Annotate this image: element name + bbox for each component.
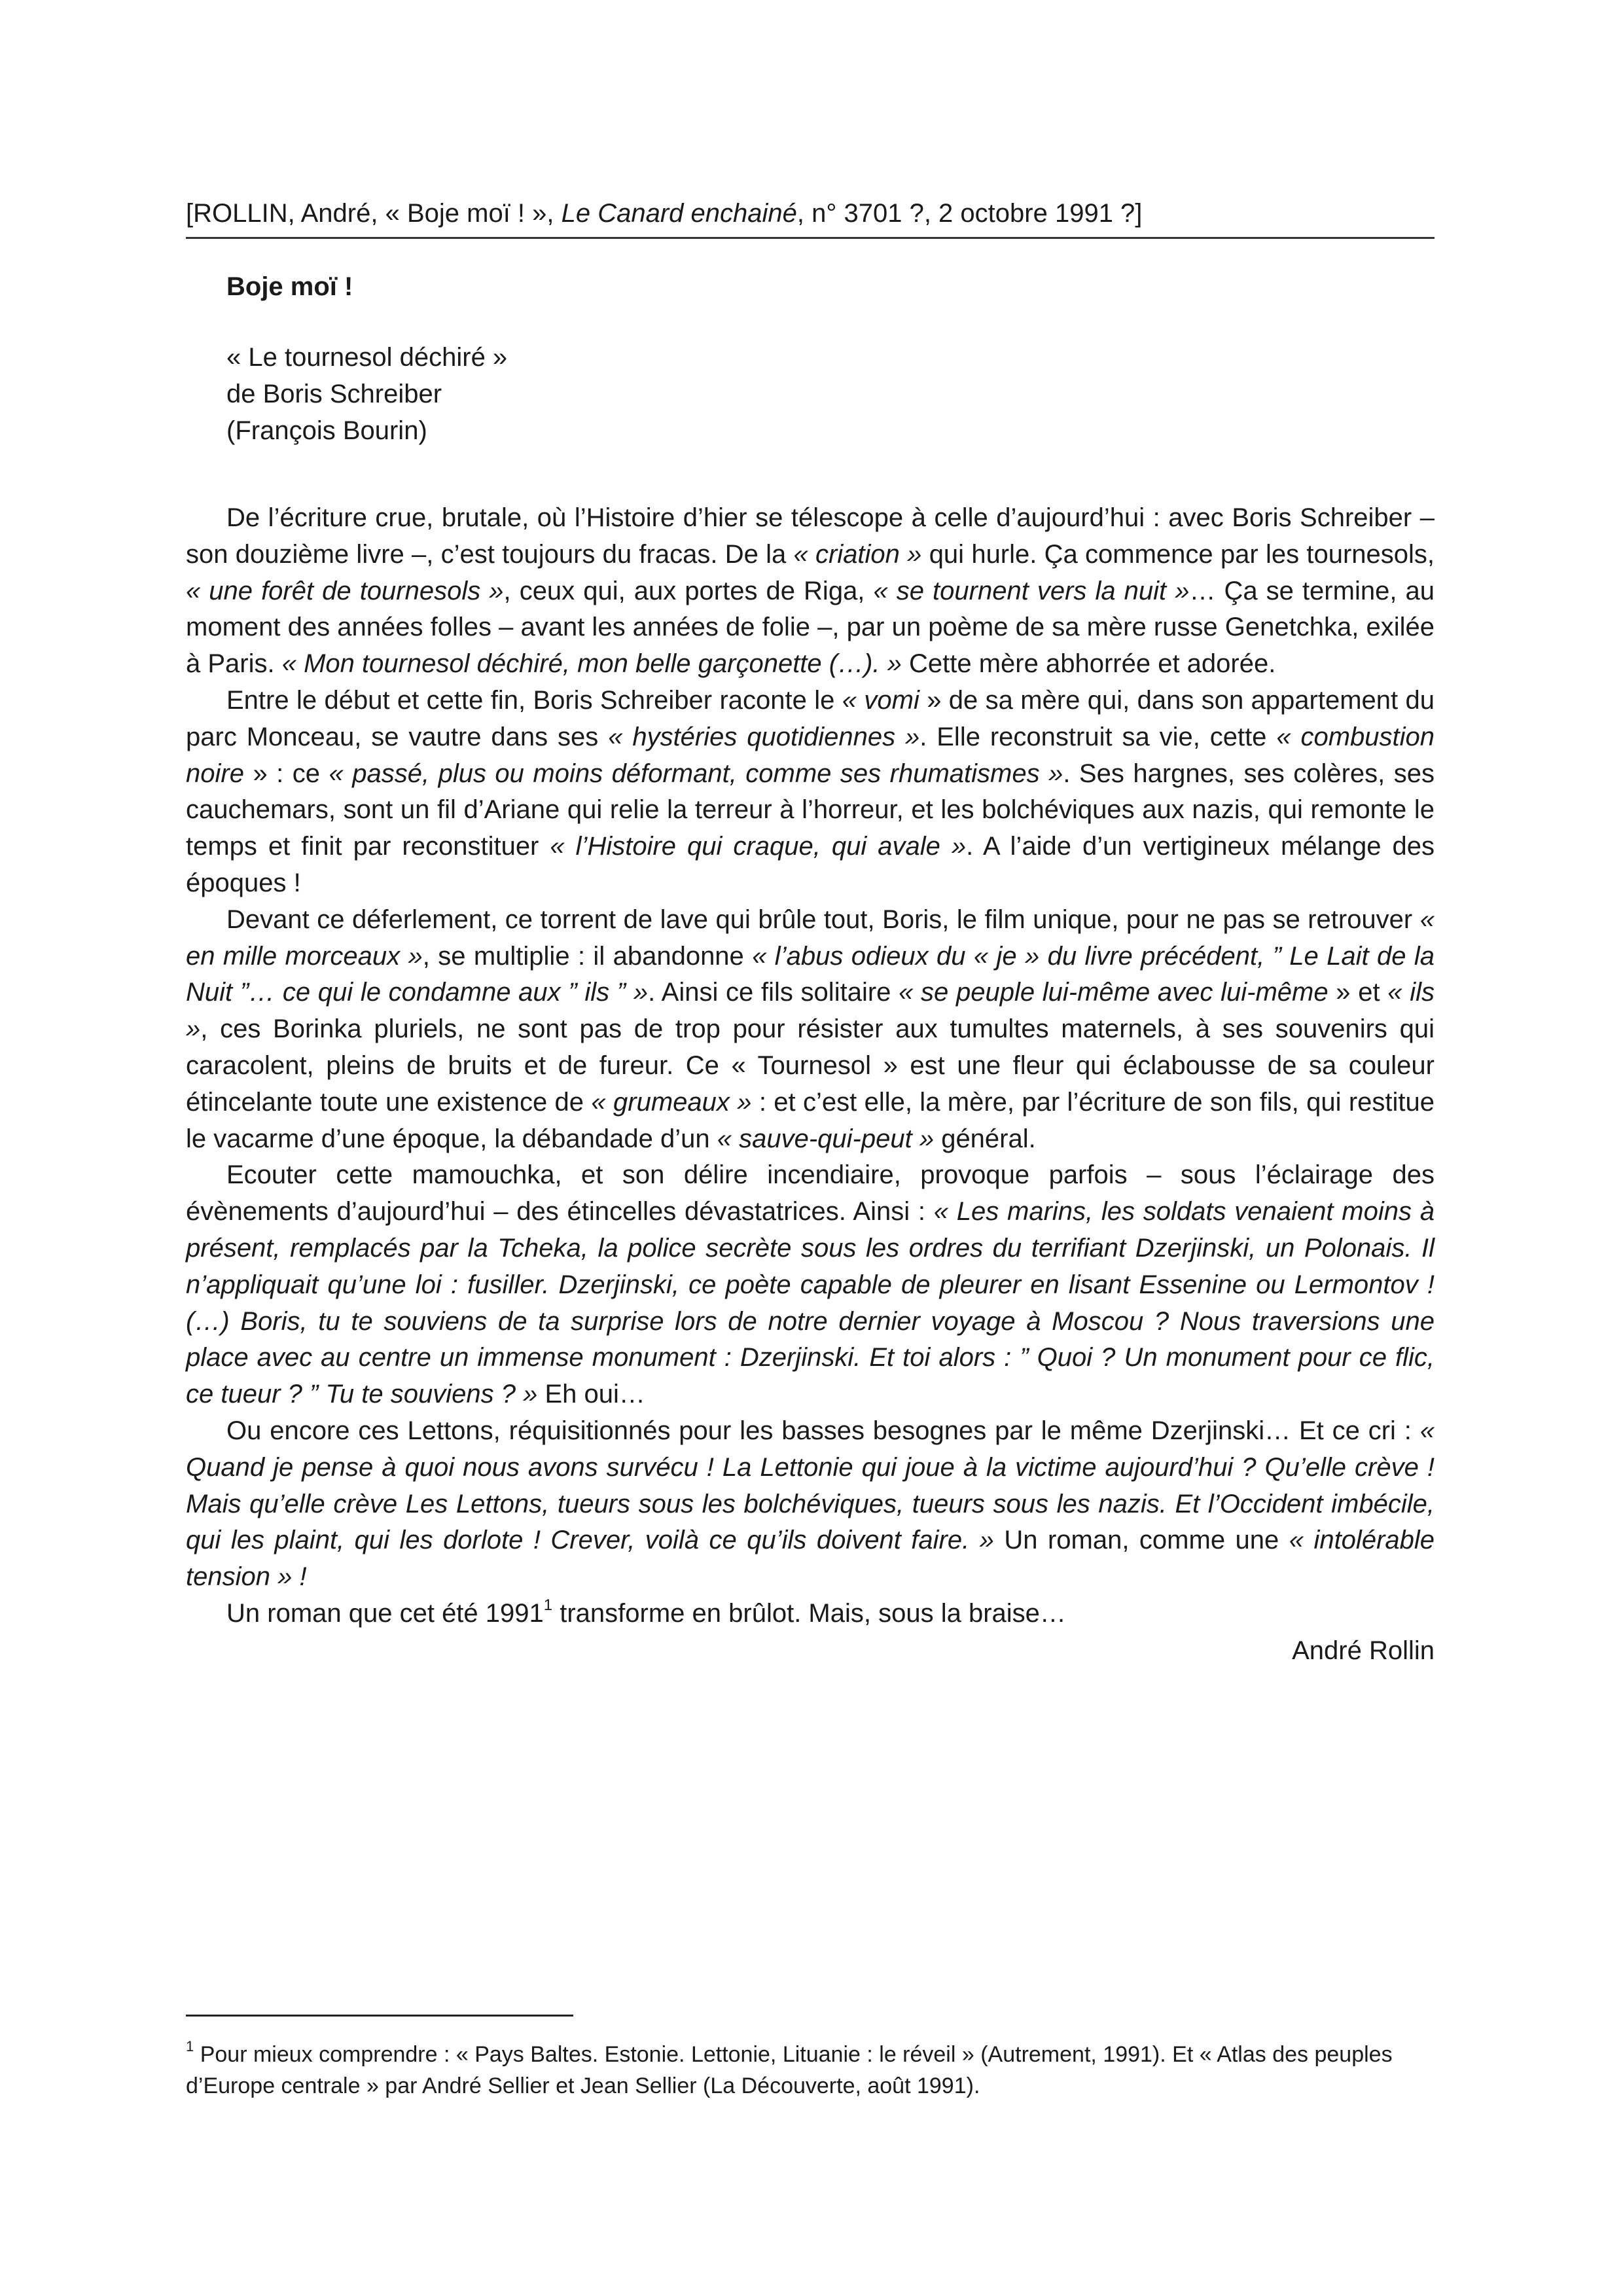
text-run: . Ainsi ce fils solitaire	[648, 978, 899, 1007]
quote: « passé, plus ou moins déformant, comme ses rhumatismes »	[329, 759, 1063, 788]
paragraph-3	[186, 902, 1435, 1158]
text-run: qui hurle. Ça commence par les tournesols,	[921, 539, 1435, 569]
citation-part-1: [ROLLIN, André, « Boje moï ! »,	[186, 199, 562, 228]
text-run: . Elle reconstruit sa vie, cette	[919, 722, 1277, 751]
text-run: Ecouter cette mamouchka, et son délire incendiaire, provoque parfois – sous l’éclairage des évènements d’aujourd’hui – des étincelles dévastatrices. Ainsi :	[186, 1160, 1435, 1227]
text-run: , ceux qui, aux portes de Riga,	[503, 576, 874, 605]
footnote-reference: 1	[543, 1596, 553, 1614]
text-run: . Ses hargnes, ses colères, ses cauchemars, sont un fil d’Ariane qui relie la terreur à l’horreur, et les bolchéviques aux nazis, qui remonte le temps et finit par reconstituer	[186, 759, 1435, 861]
footnote-area	[186, 2015, 1435, 2102]
text-run: Cette mère abhorrée et adorée.	[901, 649, 1276, 679]
quote: « en mille morceaux »	[186, 905, 1435, 971]
text-run: De l’écriture crue, brutale, où l’Histoire d’hier se télescope à celle d’aujourd’hui : avec Boris Schreiber – son douzième livre –, c’est toujours du fracas. De la	[186, 503, 1435, 569]
text-run: , ces Borinka pluriels, ne sont pas de trop pour résister aux tumultes maternels, à ses souvenirs qui caracolent, pleins de bruits et de fureur. Ce « Tournesol » est une fleur qui éclabousse de sa couleur étincelante toute une existence de	[186, 1014, 1435, 1117]
text-run: Un roman, comme une	[993, 1526, 1289, 1555]
article-body	[186, 500, 1435, 1669]
text-run: . A l’aide d’un vertigineux mélange des époques !	[186, 832, 1435, 897]
text-run: Devant ce déferlement, ce torrent de lave qui brûle tout, Boris, le film unique, pour ne pas se retrouver	[226, 905, 1420, 934]
author-signature: André Rollin	[1292, 1636, 1435, 1665]
book-publisher: (François Bourin)	[226, 416, 427, 445]
text-run: transforme en brûlot. Mais, sous la braise…	[552, 1598, 1066, 1628]
citation-header	[186, 194, 1435, 239]
journal-name: Le Canard enchainé	[561, 199, 797, 228]
quote: « Quand je pense à quoi nous avons survécu ! La Lettonie qui joue à la victime aujourd’hui ? Qu’elle crève ! Mais qu’elle crève Les Lettons, tueurs sous les bolchéviques, tueurs sous les nazis. Et l’Occident imbécile, qui les plaint, qui les dorlote ! Crever, voilà ce qu’ils doivent faire. »	[186, 1416, 1435, 1555]
text-run: Eh oui…	[537, 1380, 645, 1409]
footnote-text: Pour mieux comprendre : « Pays Baltes. Estonie. Lettonie, Lituanie : le réveil » (Autrement, 1991). Et « Atlas des peuples d’Europe centrale » par André Sellier et Jean Sellier (La Découverte, août 1991).	[186, 2042, 1393, 2098]
book-title: « Le tournesol déchiré »	[226, 343, 508, 372]
paragraph-4	[186, 1157, 1435, 1413]
paragraph-2	[186, 683, 1435, 902]
book-info	[226, 339, 1435, 449]
quote: « se tournent vers la nuit »	[873, 576, 1190, 605]
text-run: Entre le début et cette fin, Boris Schreiber raconte le	[226, 685, 842, 715]
quote: « l’abus odieux du « je » du livre précédent, ” Le Lait de la Nuit ”… ce qui le condamne aux ” ils ” »	[186, 941, 1435, 1007]
quote: « Mon tournesol déchiré, mon belle garçonette (…). »	[281, 649, 902, 679]
quote: « vomi	[842, 685, 919, 715]
quote: « Les marins, les soldats venaient moins à présent, remplacés par la Tcheka, la police secrète sous les ordres du terrifiant Dzerjinski, un Polonais. Il n’appliquait qu’une loi : fusiller. Dzerjinski, ce poète capable de pleurer en lisant Essenine ou Lermontov ! (…) Boris, tu te souviens de ta surprise lors de notre dernier voyage à Moscou ? Nous traversions une place avec au centre un immense monument : Dzerjinski. Et toi alors : ” Quoi ? Un monument pour ce flic, ce tueur ? ” Tu te souviens ? »	[186, 1197, 1435, 1409]
text-run: général.	[934, 1124, 1036, 1153]
footnote	[186, 2039, 1435, 2102]
quote: « une forêt de tournesols »	[186, 576, 504, 605]
text-run: » : ce	[243, 759, 329, 788]
article-title: Boje moï !	[226, 272, 353, 301]
quote: « se peuple lui-même avec lui-même	[899, 978, 1329, 1007]
article	[186, 267, 1435, 1669]
text-run: , se multiplie : il abandonne	[422, 941, 753, 971]
quote: « criation »	[793, 539, 922, 569]
quote: « combustion noire	[186, 722, 1435, 788]
quote: « sauve-qui-peut »	[717, 1124, 935, 1153]
text-run: Ou encore ces Lettons, réquisitionnés pour les basses besognes par le même Dzerjinski… Et ce cri :	[226, 1416, 1420, 1445]
quote: « grumeaux »	[591, 1087, 752, 1117]
text-run: » et	[1328, 978, 1388, 1007]
text-run: » de sa mère qui, dans son appartement du parc Monceau, se vautre dans ses	[186, 685, 1435, 751]
paragraph-5	[186, 1413, 1435, 1596]
text-run: : et c’est elle, la mère, par l’écriture de son fils, qui restitue le vacarme d’une époque, la débandade d’un	[186, 1087, 1435, 1153]
paragraph-1	[186, 500, 1435, 683]
quote: « hystéries quotidiennes »	[608, 722, 920, 751]
quote: « ils »	[186, 978, 1435, 1044]
text-run: Un roman que cet été 1991	[226, 1598, 544, 1628]
citation-part-2: , n° 3701 ?, 2 octobre 1991 ?]	[796, 199, 1143, 228]
text-run: … Ça se termine, au moment des années folles – avant les années de folie –, par un poème de sa mère russe Genetchka, exilée à Paris.	[186, 576, 1435, 679]
quote: « intolérable tension » !	[186, 1526, 1435, 1592]
quote: « l’Histoire qui craque, qui avale »	[550, 832, 967, 861]
paragraph-6	[186, 1596, 1435, 1632]
footnote-marker: 1	[186, 2037, 194, 2054]
book-author: de Boris Schreiber	[226, 380, 442, 408]
footnote-separator	[186, 2015, 573, 2017]
